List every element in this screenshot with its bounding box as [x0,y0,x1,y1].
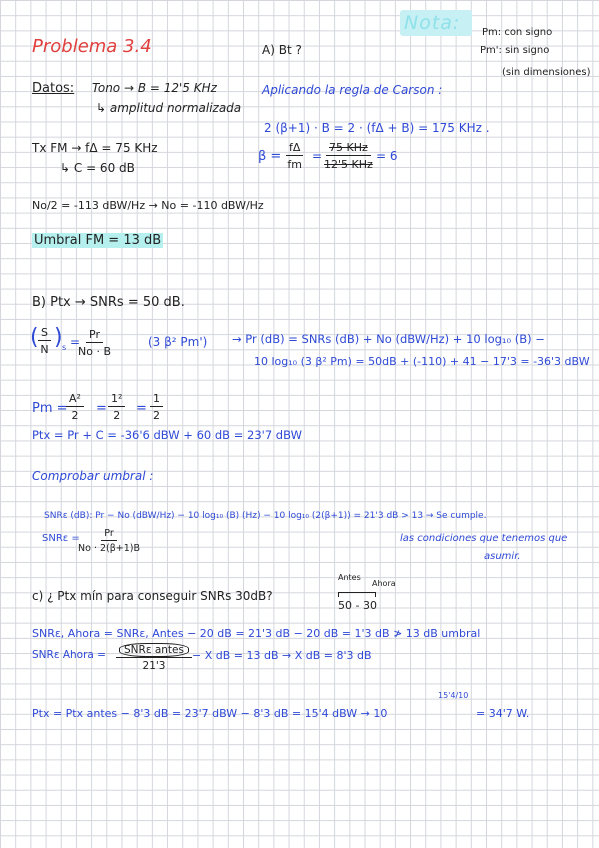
datos-label: Datos: [32,81,75,96]
snr-ahora-rhs: − X dB = 13 dB → X dB = 8'3 dB [192,649,372,662]
pm-f3-num: 1 [150,392,163,407]
annot-brace [338,592,376,597]
datos-txfm: Tx FM → fΔ = 75 KHz [32,141,158,155]
sn-equals: = [70,335,81,349]
pr-eq-line2: 10 log₁₀ (3 β² Pm) = 50dB + (-110) + 41 − 17'3 = -36'3 dBW [254,355,590,368]
datos-amplitud: ↳ amplitud normalizada [96,101,242,115]
pr-fraction [78,328,111,358]
snr-def-lhs: SNRε = [42,533,80,544]
sn-num: S [38,326,51,341]
conclusion-line1: las condiciones que tenemos que [400,533,568,544]
ptx-result: = 34'7 W. [476,707,530,720]
comprobar-umbral: Comprobar umbral : [32,469,154,483]
pm-f1-den: 2 [71,409,79,422]
sn-fraction [38,326,51,356]
snr-equation: SNRε (dB): Pr − No (dBW/Hz) − 10 log₁₀ (B) (Hz) − 10 log₁₀ (2(β+1)) = 21'3 dB > 13 → Se cumple. [44,511,487,521]
beta-f1-den: fm [287,158,302,171]
snr-antes-fraction [116,644,192,672]
nota-pm: Pm: con signo [482,27,553,38]
datos-no: No/2 = -113 dBW/Hz → No = -110 dBW/Hz [32,199,264,212]
snr-ahora-line: SNRε, Ahora = SNRε, Antes − 20 dB = 21'3 dB − 20 dB = 1'3 dB ≯ 13 dB umbral [32,627,481,640]
annot-ahora: Ahora [372,579,396,588]
sn-left-paren: ( [30,325,39,350]
carson-label: Aplicando la regla de Carson : [262,83,443,97]
ptx-final-line: Ptx = Ptx antes − 8'3 dB = 23'7 dBW − 8'3 dB = 15'4 dBW → 10 [32,707,388,720]
snr-antes-circled: SNRε antes [119,643,189,657]
part-c-heading: c) ¿ Ptx mín para conseguir SNRs 30dB? [32,589,273,603]
pr-den: No · B [78,345,111,358]
ptx-exp: 15'4/10 [438,691,469,700]
page-title: Problema 3.4 [32,36,152,57]
beta-equals: = [312,149,323,163]
datos-c: ↳ C = 60 dB [60,161,135,175]
datos-tono: Tono → B = 12'5 KHz [92,81,217,95]
pm-fraction-3 [150,392,163,422]
sn-right-paren: ) [54,325,63,350]
umbral-text: Umbral FM = 13 dB [34,233,162,248]
nota-pm-prime: Pm': sin signo [480,45,550,56]
part-a-heading: A) Bt ? [262,43,302,57]
beta-result: = 6 [376,149,398,163]
sn-sub: s [62,343,67,352]
pm-f2-den: 2 [113,409,121,422]
umbral [32,234,163,247]
pm-f1-num: A² [66,392,84,407]
snr-def-num: Pr [101,528,116,541]
pr-arrow-eq: → Pr (dB) = SNRs (dB) + No (dBW/Hz) + 10 log₁₀ (B) − [232,332,545,346]
ptx-equation: Ptx = Pr + C = -36'6 dBW + 60 dB = 23'7 dBW [32,428,302,442]
pr-num: Pr [86,328,103,343]
pm-eq-2: = [136,401,147,416]
pm-f2-num: 1² [108,392,125,407]
snr-antes-den: 21'3 [142,660,166,672]
sn-den: N [40,343,49,356]
beta-fraction-1 [286,141,303,171]
pm-f3-den: 2 [153,409,160,422]
annot-antes: Antes [338,573,361,582]
pm-eq-1: = [96,401,107,416]
beta-f2-num: 75 KHz [326,141,371,156]
snr-def-den: No · 2(β+1)B [78,543,141,554]
conclusion-line2: asumir. [484,551,521,562]
beta-lhs: β = [258,149,282,164]
snr-ahora-lhs: SNRε Ahora = [32,649,106,661]
pm-fraction-2 [108,392,125,422]
beta-f2-den: 12'5 KHz [324,158,373,171]
pm-fraction-1 [66,392,84,422]
pm-lhs: Pm = [32,401,68,416]
annot-diff: 50 - 30 [338,599,377,612]
nota-paren: (sin dimensiones) [502,67,591,78]
pm-term: (3 β² Pm') [148,335,208,349]
snr-antes-num [116,644,192,658]
carson-equation: 2 (β+1) · B = 2 · (fΔ + B) = 175 KHz . [264,121,490,135]
part-b-heading: B) Ptx → SNRs = 50 dB. [32,295,185,310]
beta-fraction-2 [324,141,373,171]
beta-f1-num: fΔ [286,141,303,156]
snr-def-fraction [78,528,140,554]
nota-label: Nota: [404,12,461,34]
